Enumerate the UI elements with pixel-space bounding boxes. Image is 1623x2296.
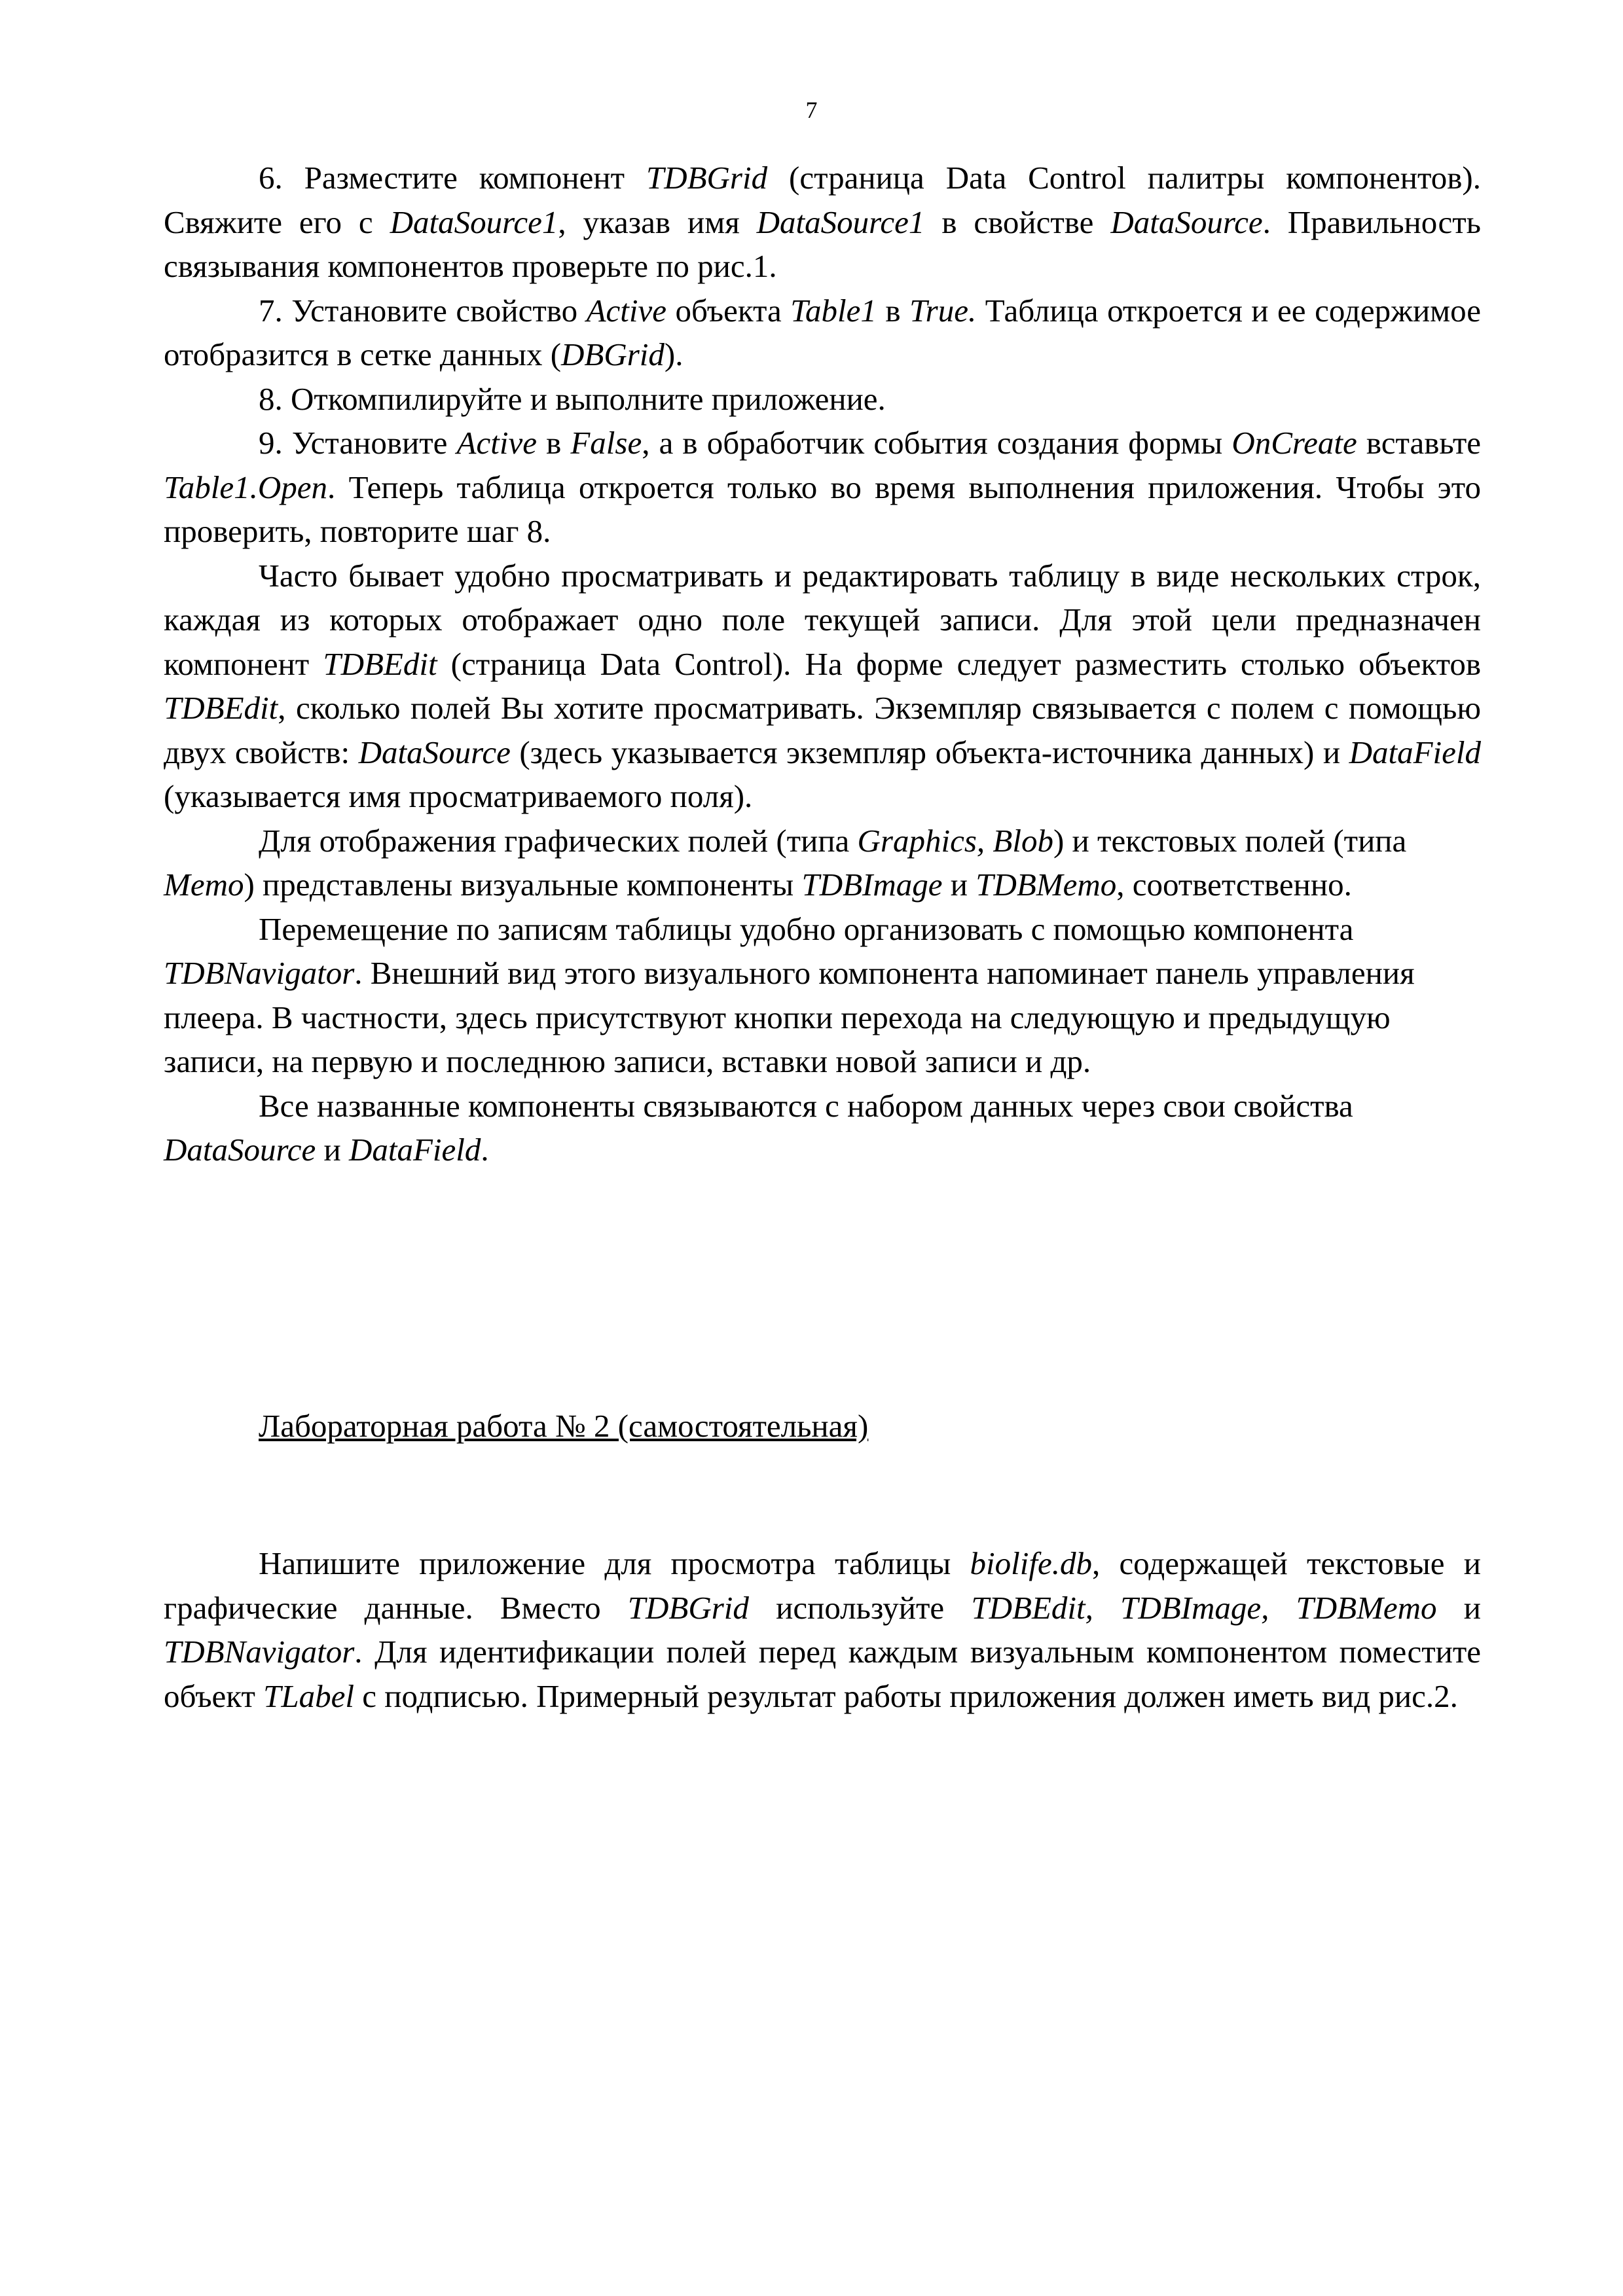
italic-term: DataSource [164, 1132, 316, 1168]
italic-term: biolife.db [970, 1545, 1092, 1581]
italic-term: DataSource1 [390, 204, 558, 240]
text-run: . [481, 1132, 489, 1168]
italic-term: DataField [1349, 734, 1482, 770]
text-run: Напишите приложение для просмотра таблицы [259, 1545, 970, 1581]
italic-term: DataField [348, 1132, 481, 1168]
text-run: Перемещение по записям таблицы удобно организовать с помощью компонента [259, 910, 1354, 947]
text-run: , содержащей текстовые и графические данные. Вместо [164, 1545, 1481, 1626]
italic-term: TDBEdit [164, 690, 278, 726]
italic-term: OnCreate [1231, 425, 1357, 461]
text-run: . Внешний вид этого визуального компонента напоминает панель управления плеера. В частности, здесь присутствуют кнопки перехода на следующую и предыдущую записи, на первую и последнюю записи, вставки новой записи и др. [164, 955, 1415, 1079]
italic-term: Graphics, Blob [857, 822, 1053, 859]
text-run: Все названные компоненты связываются с набором данных через свои свойства [259, 1087, 1353, 1124]
italic-term: Table1 [790, 292, 877, 329]
text-run: (страница Data Control палитры компонентов). Свяжите его с [164, 160, 1481, 240]
italic-term: TDBMemo [976, 867, 1117, 903]
text-run: 6. Разместите компонент [259, 160, 646, 196]
paragraph-graphics-fields [164, 819, 1481, 907]
text-run: и [316, 1132, 349, 1168]
italic-term: Table1.Open [164, 469, 328, 505]
italic-term: TDBEdit [323, 645, 437, 682]
text-run: , сколько полей Вы хотите просматривать. Экземпляр связывается с полем с помощью двух свойств: [164, 690, 1481, 770]
italic-term: DBGrid [561, 336, 665, 372]
text-run: в [536, 425, 571, 461]
text-run: (указывается имя просматриваемого поля). [164, 778, 753, 814]
italic-term: Memo [164, 867, 244, 903]
italic-term: TDBImage [801, 867, 943, 903]
paragraph-step-9 [164, 421, 1481, 554]
italic-term: TDBEdit, TDBImage, TDBMemo [971, 1589, 1437, 1626]
text-run: ) представлены визуальные компоненты [244, 867, 802, 903]
text-run: используйте [748, 1589, 972, 1626]
paragraph-step-8 [164, 377, 1481, 422]
text-run: вставьте [1357, 425, 1482, 461]
text-run: и [1436, 1589, 1481, 1626]
italic-term: DataSource [358, 734, 511, 770]
text-run: в свойстве [924, 204, 1111, 240]
text-run: Таблица откроется и ее содержимое отобразится в сетке данных ( [164, 292, 1482, 372]
text-run: и [942, 867, 976, 903]
task-paragraph [164, 1541, 1481, 1718]
text-run: ) и текстовых полей (типа [1053, 822, 1407, 859]
text-run: ). [664, 336, 684, 372]
italic-term: Active [586, 292, 667, 329]
text-run: . Правильность связывания компонентов проверьте по рис.1. [164, 204, 1481, 284]
text-run: объекта [666, 292, 791, 329]
italic-term: TDBGrid [646, 160, 768, 196]
text-run: . Теперь таблица откроется только во время выполнения приложения. Чтобы это проверить, повторите шаг 8. [164, 469, 1481, 549]
text-run: , а в обработчик события создания формы [642, 425, 1232, 461]
italic-term: TLabel [263, 1677, 354, 1714]
italic-term: True. [909, 292, 977, 329]
text-run: , соответственно. [1116, 867, 1352, 903]
text-run: (здесь указывается экземпляр объекта-источника данных) и [510, 734, 1349, 770]
paragraph-step-7 [164, 289, 1481, 377]
text-run: (страница Data Control). На форме следует разместить столько объектов [437, 645, 1481, 682]
paragraph-tdbedit [164, 554, 1481, 819]
italic-term: TDBNavigator [164, 955, 355, 991]
text-run: в [876, 292, 910, 329]
lab-heading: Лабораторная работа № 2 (самостоятельная) [259, 1408, 869, 1444]
paragraph-tdbnavigator [164, 907, 1481, 1084]
text-run: , указав имя [558, 204, 757, 240]
paragraph-step-6 [164, 156, 1481, 289]
text-run: Для отображения графических полей (типа [259, 822, 858, 859]
text-run: 9. Установите [259, 425, 457, 461]
italic-term: TDBNavigator [164, 1634, 355, 1670]
page-number: 7 [805, 97, 818, 123]
italic-term: False [570, 425, 642, 461]
text-run: 7. Установите свойство [259, 292, 587, 329]
paragraph-summary [164, 1084, 1481, 1172]
italic-term: TDBGrid [627, 1589, 749, 1626]
text-run: Часто бывает удобно просматривать и редактировать таблицу в виде нескольких строк, каждая из которых отображает одно поле текущей записи. Для этой цели предназначен компонент [164, 557, 1481, 682]
text-run: 8. Откомпилируйте и выполните приложение. [259, 380, 886, 417]
text-run: . Для идентификации полей перед каждым визуальным компонентом поместите объект [164, 1634, 1481, 1714]
text-run: с подписью. Примерный результат работы приложения должен иметь вид рис.2. [354, 1677, 1458, 1714]
italic-term: DataSource1 [756, 204, 925, 240]
italic-term: Active [456, 425, 537, 461]
body-text [164, 156, 1481, 1172]
italic-term: DataSource [1110, 204, 1263, 240]
